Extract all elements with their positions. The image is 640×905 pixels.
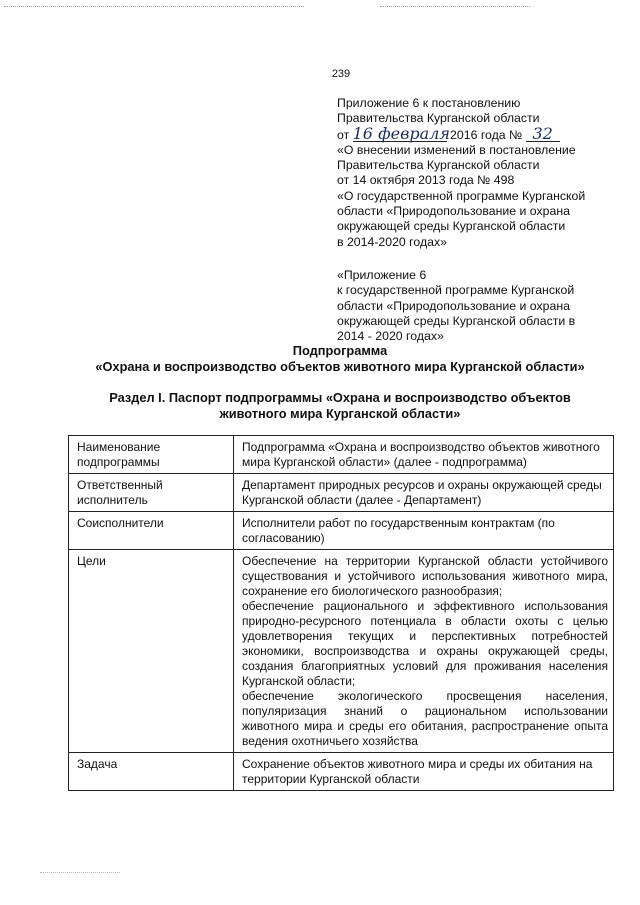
row-value: Исполнители работ по государственным контрактам (по согласованию)	[234, 512, 614, 550]
appendix-line-6: от 14 октября 2013 года № 498	[337, 173, 515, 188]
subprogram-title-block	[40, 343, 640, 374]
row-value-goals	[234, 550, 614, 753]
table-row	[69, 436, 614, 474]
subprogram-name: «Охрана и воспроизводство объектов животного мира Курганской области»	[95, 358, 585, 374]
table-row	[69, 753, 614, 791]
appendix2-line-5: 2014 - 2020 годах»	[337, 329, 444, 344]
row-value: Сохранение объектов животного мира и среды их обитания на территории Курганской области	[234, 753, 614, 791]
row-label: Соисполнители	[69, 512, 234, 550]
goal-paragraph-1: Обеспечение на территории Курганской области устойчивого существования и устойчивого использования животного мира, сохранение его биологического разнообразия;	[242, 554, 608, 598]
row-label: Ответственный исполнитель	[69, 474, 234, 512]
scan-artifact-top-left	[4, 6, 304, 8]
subprogram-title: Подпрограмма	[292, 343, 388, 358]
section-heading-line-2: животного мира Курганской области»	[219, 405, 461, 421]
goal-paragraph-3: обеспечение экологического просвещения населения, популяризация знаний о рациональном использовании животного мира и среды его обитания, распространение опыта ведения охотничьего хозяйства	[242, 689, 608, 748]
row-label: Задача	[69, 753, 234, 791]
handwritten-number: 32	[526, 127, 560, 142]
appendix-line-2: Правительства Курганской области	[337, 111, 540, 126]
scan-artifact-top-right	[380, 6, 530, 8]
page-number: 239	[331, 68, 351, 80]
appendix2-line-1: «Приложение 6	[337, 267, 427, 282]
appendix-date-line	[337, 123, 617, 143]
section-heading-line-1: Раздел I. Паспорт подпрограммы «Охрана и воспроизводство объектов	[109, 390, 571, 405]
appendix2-line-3: области «Природопользование и охрана	[337, 298, 570, 313]
from-prefix: от	[337, 127, 350, 142]
passport-table	[68, 435, 614, 791]
handwritten-date: 16 февраля	[352, 123, 450, 143]
goal-paragraph-2: обеспечение рационального и эффективного использования природно-ресурсного потенциала в области охоты с целью удовлетворения текущих и перспективных потребностей экономики, воспроизводства и охраны окружающей среды, создания благоприятных условий для проживания населения Курганской области;	[242, 599, 608, 688]
row-value: Департамент природных ресурсов и охраны окружающей среды Курганской области (далее - Департамент)	[234, 474, 614, 512]
table-row	[69, 512, 614, 550]
appendix-line-7: «О государственной программе Курганской	[337, 188, 586, 203]
row-value: Подпрограмма «Охрана и воспроизводство объектов животного мира Курганской области» (далее - подпрограмма)	[234, 436, 614, 474]
appendix-header	[337, 96, 617, 344]
appendix-line-8: области «Природопользование и охрана	[337, 204, 570, 219]
row-label: Цели	[69, 550, 234, 753]
appendix-line-1: Приложение 6 к постановлению	[337, 96, 521, 110]
table-row	[69, 474, 614, 512]
scan-artifact-bottom	[40, 872, 120, 874]
section-heading	[40, 390, 640, 421]
appendix2-line-4: окружающей среды Курганской области в	[337, 313, 576, 328]
appendix-line-5: Правительства Курганской области	[337, 158, 540, 173]
row-label: Наименование подпрограммы	[69, 436, 234, 474]
year-text: 2016 года №	[450, 127, 523, 142]
appendix-line-4: «О внесении изменений в постановление	[337, 142, 576, 157]
appendix-line-10: в 2014-2020 годах»	[337, 234, 447, 249]
table-row	[69, 550, 614, 753]
appendix2-line-2: к государственной программе Курганской	[337, 283, 575, 298]
appendix-line-9: окружающей среды Курганской области	[337, 219, 566, 234]
